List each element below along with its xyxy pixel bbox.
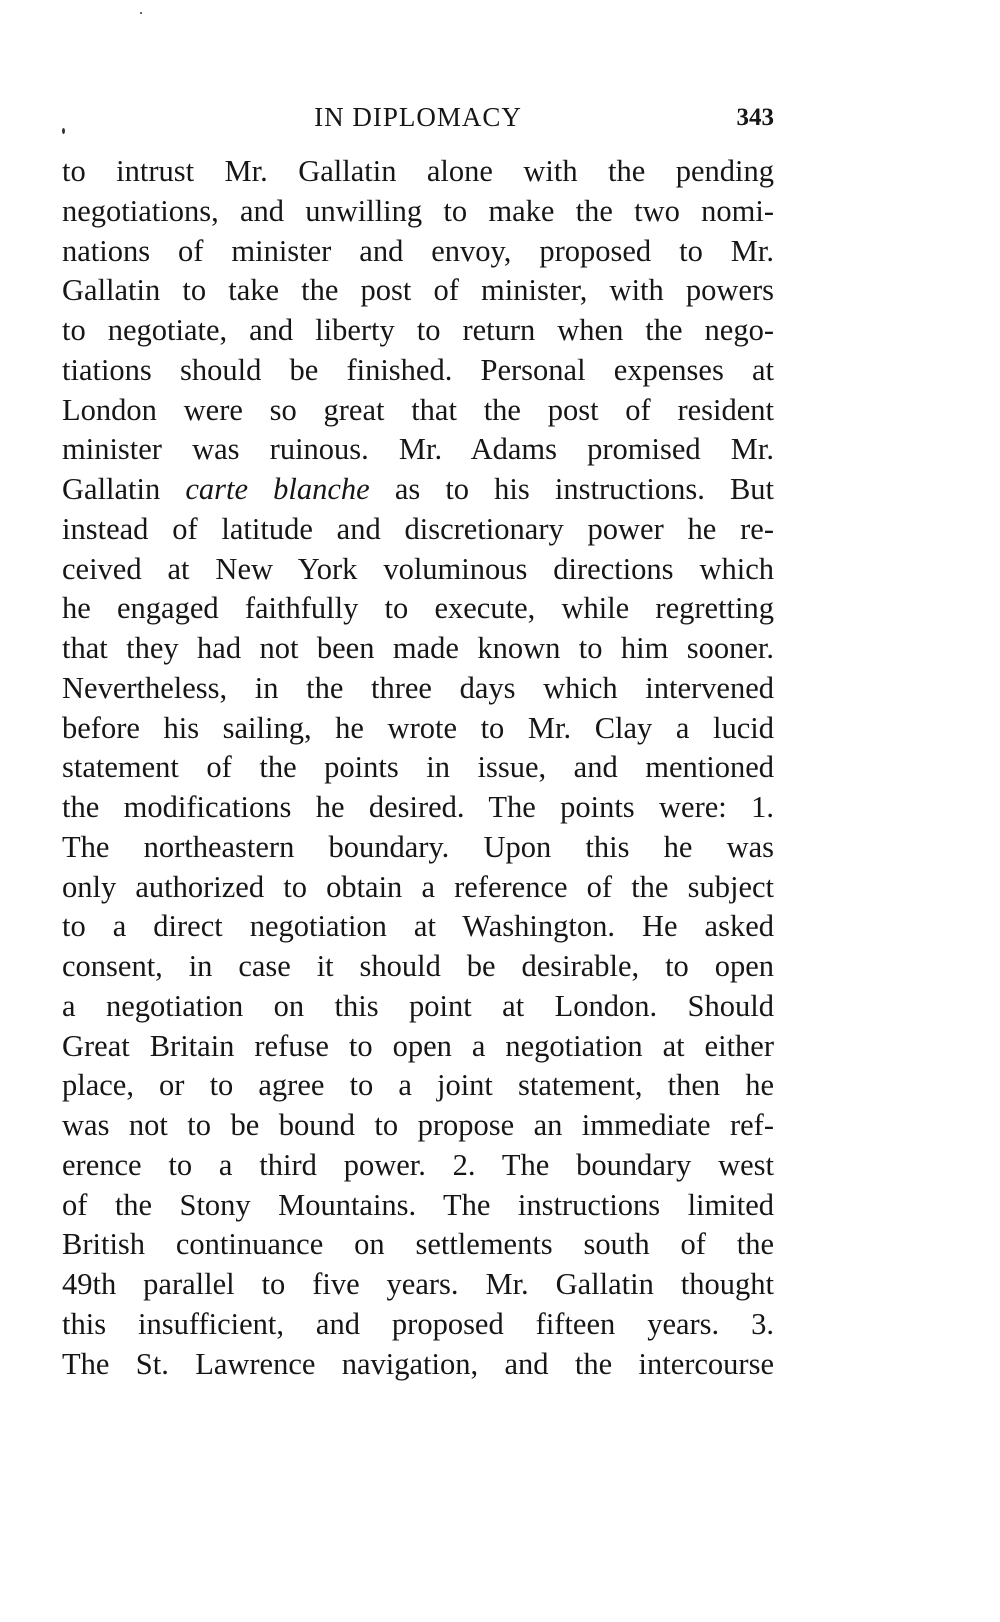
text-line: this insufficient, and proposed fifteen years. 3.	[62, 1306, 774, 1341]
text-line: place, or to agree to a joint statement, then he	[62, 1068, 774, 1103]
text-line: the modifications he desired. The points were: 1.	[62, 790, 774, 824]
text-line: before his sailing, he wrote to Mr. Clay a lucid	[62, 710, 774, 745]
text-line: Great Britain refuse to open a negotiation at either	[62, 1028, 774, 1063]
text-line: The St. Lawrence navigation, and the intercourse	[62, 1346, 774, 1381]
text-line: 49th parallel to five years. Mr. Gallatin thought	[62, 1267, 774, 1301]
text-line: that they had not been made known to him sooner.	[62, 631, 774, 665]
text-line: Nevertheless, in the three days which intervened	[62, 670, 774, 705]
text-line: nations of minister and envoy, proposed to Mr.	[62, 233, 774, 268]
text-line: a negotiation on this point at London. Should	[62, 988, 774, 1023]
text-line: British continuance on settlements south of the	[62, 1227, 774, 1262]
page-number: 343	[736, 104, 774, 131]
text-line: he engaged faithfully to execute, while regretting	[62, 591, 774, 626]
text-line: London were so great that the post of resident	[62, 392, 774, 427]
text-line: tiations should be finished. Personal expenses at	[62, 352, 774, 387]
text-line: negotiations, and unwilling to make the two nomi-	[62, 193, 774, 228]
text-line: of the Stony Mountains. The instructions limited	[62, 1187, 774, 1222]
text-line: to negotiate, and liberty to return when the nego-	[62, 313, 774, 347]
text-line: minister was ruinous. Mr. Adams promised Mr.	[62, 432, 774, 467]
text-line: only authorized to obtain a reference of the subject	[62, 869, 774, 904]
running-head	[62, 102, 774, 138]
text-line: to intrust Mr. Gallatin alone with the pending	[62, 154, 774, 188]
text-line: Gallatin to take the post of minister, with powers	[62, 273, 774, 308]
text-line: instead of latitude and discretionary power he re-	[62, 511, 774, 546]
text-line: Gallatin carte blanche as to his instructions. But	[62, 472, 775, 506]
text-line: erence to a third power. 2. The boundary west	[62, 1147, 774, 1182]
text-line: The northeastern boundary. Upon this he was	[62, 829, 774, 864]
text-line: ceived at New York voluminous directions which	[62, 551, 774, 586]
body-paragraph	[62, 152, 774, 1384]
text-line: was not to be bound to propose an immediate ref-	[62, 1108, 774, 1142]
italic-phrase: carte blanche	[185, 472, 370, 506]
text-line: consent, in case it should be desirable, to open	[62, 949, 774, 983]
text-line: to a direct negotiation at Washington. He asked	[62, 909, 774, 944]
ink-speck	[140, 12, 142, 14]
running-title: IN DIPLOMACY	[314, 102, 522, 132]
text-line: statement of the points in issue, and mentioned	[62, 750, 774, 785]
